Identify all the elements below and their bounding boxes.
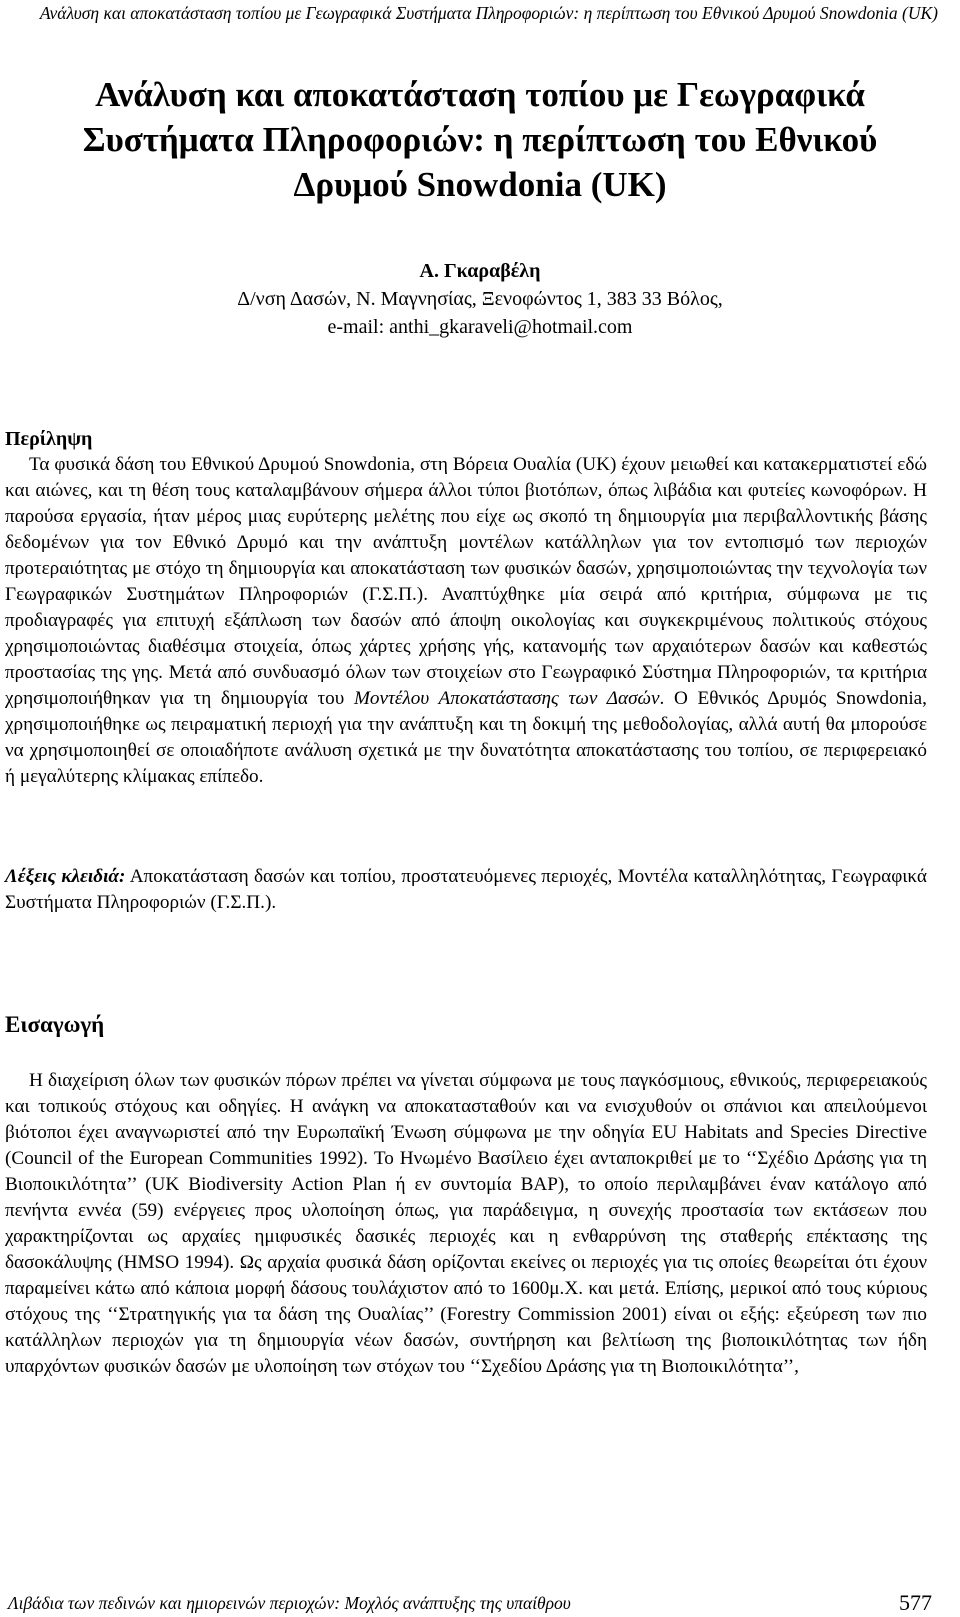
author-email: e-mail: anthi_gkaraveli@hotmail.com <box>327 316 633 338</box>
author-affiliation: Δ/νση Δασών, Ν. Μαγνησίας, Ξενοφώντος 1, 383 33 Βόλος, <box>237 288 723 310</box>
running-header: Ανάλυση και αποκατάσταση τοπίου με Γεωγραφικά Συστήματα Πληροφοριών: η περίπτωση του Εθνικού Δρυμού Snowdonia (UK) <box>39 3 938 23</box>
footer-text: Λιβάδια των πεδινών και ημιορεινών περιοχών: Μοχλός ανάπτυξης της υπαίθρου <box>8 1593 571 1613</box>
keywords <box>5 864 927 916</box>
title-line-3: Δρυμού Snowdonia (UK) <box>293 165 667 204</box>
keywords-text: Αποκατάσταση δασών και τοπίου, προστατευόμενες περιοχές, Μοντέλα καταλληλότητας, Γεωγραφικά Συστήματα Πληροφοριών (Γ.Σ.Π.). <box>5 866 927 913</box>
abstract-text-part-2: . Ο Εθνικός Δρυμός Snowdonia, χρησιμοποιήθηκε ως πειραματική περιοχή για την ανάπτυξη και τη δοκιμή της μεθοδολογίας, αλλά αυτή θα μπορούσε να χρησιμοποιηθεί σε οποιαδήποτε ανάλυση σχετικά με την δυνατότητα αποκατάστασης του τοπίου, σε περιφερειακό ή μεγαλύτερης κλίμακας επίπεδο. <box>5 688 927 787</box>
abstract-model-name: Μοντέλου Αποκατάστασης των Δασών <box>353 688 660 709</box>
author-block <box>30 257 930 341</box>
paper-title <box>30 72 930 207</box>
abstract-text <box>5 452 927 790</box>
abstract-text-part-1: Τα φυσικά δάση του Εθνικού Δρυμού Snowdonia, στη Βόρεια Ουαλία (UK) έχουν μειωθεί και κατακερματιστεί εδώ και αιώνες, και τη θέση τους καταλαμβάνουν σήμερα άλλοι τύποι βιοτόπων, όπως λιβάδια και φυτείες κωνοφόρων. Η παρούσα εργασία, ήταν μέρος μιας ευρύτερης μελέτης που είχε ως σκοπό τη δημιουργία μια περιβαλλοντικής βάσης δεδομένων για τον Εθνικό Δρυμό και την ανάπτυξη μοντέλων κατάλληλων για τον εντοπισμό των περιοχών προτεραιότητας με στόχο τη δημιουργία και αποκατάσταση των φυσικών δασών, χρησιμοποιώντας την τεχνολογία των Γεωγραφικών Συστημάτων Πληροφοριών (Γ.Σ.Π.). Αναπτύχθηκε μία σειρά από κριτήρια, σύμφωνα με τις προδιαγραφές για επιτυχή εξάπλωση των δασών από άποψη οικολογίας και συγκεκριμένους πολιτικούς στόχους χρησιμοποιώντας διαθέσιμα στοιχεία, όπως χάρτες χρήσης γής, κατανομής των αρχαιότερων δασών και καθεστώς προστασίας της γης. Μετά από συνδυασμό όλων των στοιχείων στο Γεωγραφικό Σύστημα Πληροφοριών, τα κριτήρια χρησιμοποιήθηκαν για τη δημιουργία του <box>5 454 927 709</box>
page-number: 577 <box>899 1590 932 1615</box>
title-line-1: Ανάλυση και αποκατάσταση τοπίου με Γεωγραφικά <box>95 75 865 114</box>
abstract-heading: Περίληψη <box>5 428 93 450</box>
introduction-heading: Εισαγωγή <box>5 1012 105 1037</box>
title-line-2: Συστήματα Πληροφοριών: η περίπτωση του Εθνικού <box>82 120 878 159</box>
keywords-label: Λέξεις κλειδιά: <box>5 866 126 887</box>
author-name: Α. Γκαραβέλη <box>419 260 541 282</box>
introduction-text: Η διαχείριση όλων των φυσικών πόρων πρέπει να γίνεται σύμφωνα με τους παγκόσμιους, εθνικούς, περιφερειακούς και τοπικούς στόχους και οδηγίες. Η ανάγκη να αποκατασταθούν και να ενισχυθούν οι σπάνιοι και απειλούμενοι βιότοποι έχει αναγνωριστεί από την Ευρωπαϊκή Ένωση σύμφωνα με την οδηγία EU Habitats and Species Directive (Council of the European Communities 1992). Το Ηνωμένο Βασίλειο έχει ανταποκριθεί με το ‘‘Σχέδιο Δράσης για τη Βιοποικιλότητα’’ (UK Biodiversity Action Plan ή εν συντομία BAP), το οποίο περιλαμβάνει έναν κατάλογο από πενήντα εννέα (59) ενέργειες προς υλοποίηση όπως, για παράδειγμα, η συνεχής προστασία των εκτάσεων που χαρακτηρίζονται ως αρχαίες ημιφυσικές δασικές περιοχές και η ενθαρρύνση της σταθερής επέκτασης της δασοκάλυψης (HMSO 1994). Ως αρχαία φυσικά δάση ορίζονται εκείνες οι περιοχές για τις οποίες θεωρείται ότι έχουν παραμείνει κάτω από κάποια μορφή δάσους τουλάχιστον από το 1600μ.Χ. και μετά. Επίσης, μερικοί από τους κύριους στόχους της ‘‘Στρατηγικής για τα δάση της Ουαλίας’’ (Forestry Commission 2001) είναι οι εξής: εξεύρεση των πιο κατάλληλων περιοχών για τη δημιουργία νέων δασών, συντήρηση και βελτίωση της βιοποικιλότητας των ήδη υπαρχόντων φυσικών δασών με υλοποίηση των στόχων του ‘‘Σχεδίου Δράσης για τη Βιοποικιλότητα’’, <box>5 1070 927 1377</box>
